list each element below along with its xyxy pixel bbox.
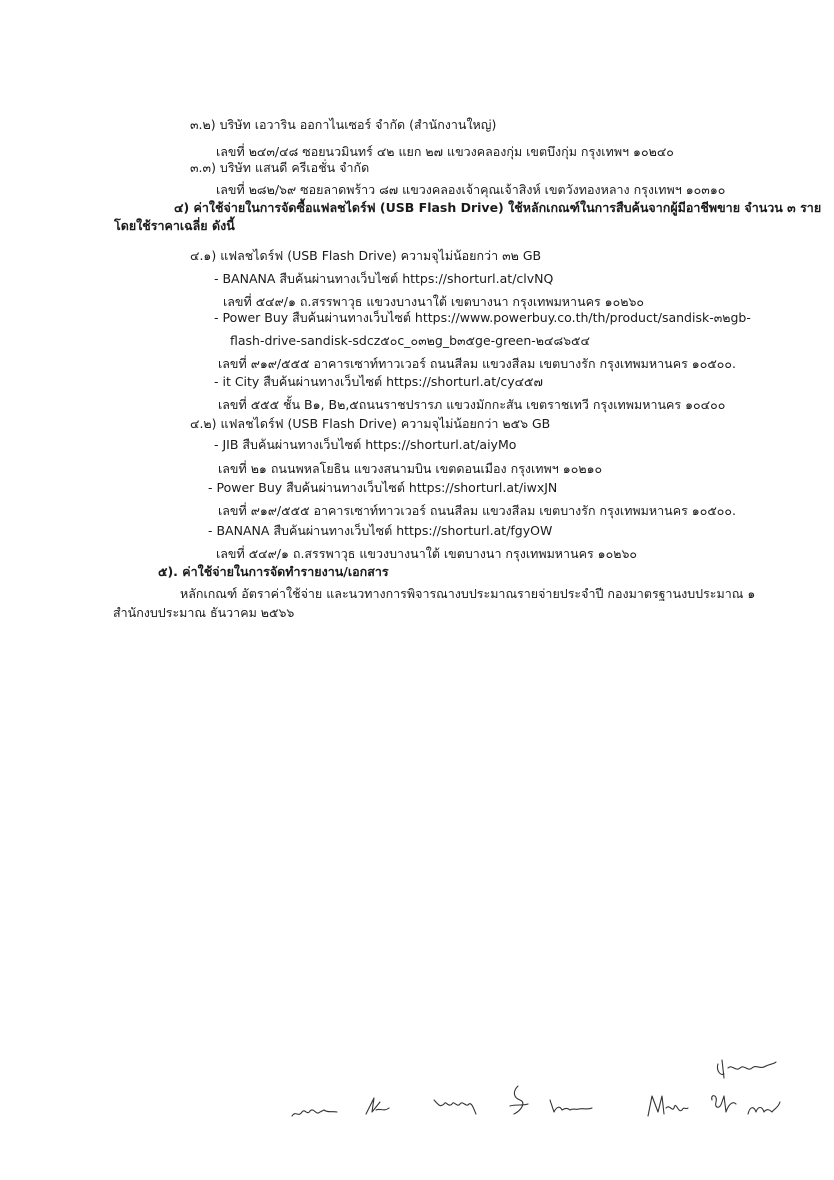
- signature-8: [746, 1098, 782, 1118]
- section-4-heading-cont: โดยใช้ราคาเฉลี่ย ดังนี้: [114, 218, 235, 233]
- section-5-heading: ๕). ค่าใช้จ่ายในการจัดทำรายงาน/เอกสาร: [158, 564, 389, 579]
- item-3-2-address: เลขที่ ๒๔๓/๔๘ ซอยนวมินทร์ ๔๒ แยก ๒๗ แขวงคลองกุ่ม เขตบึงกุ่ม กรุงเทพฯ ๑๐๒๔๐: [216, 144, 674, 159]
- item-4-1-vendor-3: - it City สืบค้นผ่านทางเว็บไซต์ https://shorturl.at/cy๔๕๗: [214, 374, 543, 389]
- item-4-1-vendor-2-address: เลขที่ ๙๑๙/๕๕๕ อาคารเซาท์ทาวเวอร์ ถนนสีลม แขวงสีลม เขตบางรัก กรุงเทพมหานคร ๑๐๕๐๐.: [218, 356, 737, 371]
- signature-1: [290, 1102, 340, 1122]
- signature-5: [548, 1096, 594, 1118]
- signature-2: [362, 1094, 392, 1120]
- item-4-1-vendor-2: - Power Buy สืบค้นผ่านทางเว็บไซต์ https://www.powerbuy.co.th/th/product/sandisk-๓๒gb-: [214, 310, 751, 325]
- item-3-2-company: ๓.๒) บริษัท เอวาริน ออกาไนเซอร์ จำกัด (สำนักงานใหญ่): [190, 117, 497, 132]
- section-5-body: หลักเกณฑ์ อัตราค่าใช้จ่าย และนวทางการพิจารณางบประมาณรายจ่ายประจำปี กองมาตรฐานงบประมาณ ๑: [180, 586, 756, 601]
- item-3-3-company: ๓.๓) บริษัท แสนดี ครีเอชั่น จำกัด: [190, 160, 370, 175]
- signature-4: [504, 1084, 532, 1118]
- item-4-2-vendor-2-address: เลขที่ ๙๑๙/๕๕๕ อาคารเซาท์ทาวเวอร์ ถนนสีลม แขวงสีลม เขตบางรัก กรุงเทพมหานคร ๑๐๕๐๐.: [218, 503, 737, 518]
- section-5-body-cont: สำนักงบประมาณ ธันวาคม ๒๕๖๖: [113, 605, 295, 620]
- signature-7: [708, 1090, 738, 1118]
- signature-9: [714, 1056, 778, 1082]
- item-4-1-vendor-1: - BANANA สืบค้นผ่านทางเว็บไซต์ https://shorturl.at/clvNQ: [214, 271, 554, 286]
- item-3-3-address: เลขที่ ๒๘๒/๖๙ ซอยลาดพร้าว ๘๗ แขวงคลองเจ้าคุณเจ้าสิงห์ เขตวังทองหลาง กรุงเทพฯ ๑๐๓๑๐: [216, 182, 726, 197]
- item-4-2-vendor-2: - Power Buy สืบค้นผ่านทางเว็บไซต์ https://shorturl.at/iwxJN: [208, 480, 558, 495]
- item-4-1-vendor-1-address: เลขที่ ๕๔๙/๑ ถ.สรรพาวุธ แขวงบางนาใต้ เขตบางนา กรุงเทพมหานคร ๑๐๒๖๐: [223, 294, 645, 309]
- item-4-2-vendor-1: - JIB สืบค้นผ่านทางเว็บไซต์ https://shorturl.at/aiyMo: [214, 437, 517, 452]
- item-4-1-vendor-3-address: เลขที่ ๕๕๕ ชั้น B๑, B๒,๕ถนนราชปรารภ แขวงมักกะสัน เขตราชเทวี กรุงเทพมหานคร ๑๐๔๐๐: [218, 397, 726, 412]
- item-4-2-vendor-3-address: เลขที่ ๕๔๙/๑ ถ.สรรพาวุธ แขวงบางนาใต้ เขตบางนา กรุงเทพมหานคร ๑๐๒๖๐: [216, 546, 638, 561]
- item-4-1-vendor-2-url-cont: flash-drive-sandisk-sdcz๕๐c_๐๓๒g_b๓๕ge-green-๒๔๘๖๕๔: [230, 333, 590, 348]
- item-4-2-vendor-3: - BANANA สืบค้นผ่านทางเว็บไซต์ https://shorturl.at/fgyOW: [208, 523, 553, 538]
- section-4-heading: ๔) ค่าใช้จ่ายในการจัดซื้อแฟลชไดร์ฟ (USB Flash Drive) ใช้หลักเกณฑ์ในการสืบค้นจากผู้มีอาชีพขาย จำนวน ๓ ราย: [174, 200, 822, 215]
- item-4-1-title: ๔.๑) แฟลชไดร์ฟ (USB Flash Drive) ความจุไม่น้อยกว่า ๓๒ GB: [190, 248, 542, 263]
- item-4-2-title: ๔.๒) แฟลชไดร์ฟ (USB Flash Drive) ความจุไม่น้อยกว่า ๒๕๖ GB: [190, 416, 551, 431]
- item-4-2-vendor-1-address: เลขที่ ๒๑ ถนนพหลโยธิน แขวงสนามบิน เขตดอนเมือง กรุงเทพฯ ๑๐๒๑๐: [218, 461, 603, 476]
- signature-6: [644, 1090, 690, 1120]
- signature-3: [432, 1094, 482, 1116]
